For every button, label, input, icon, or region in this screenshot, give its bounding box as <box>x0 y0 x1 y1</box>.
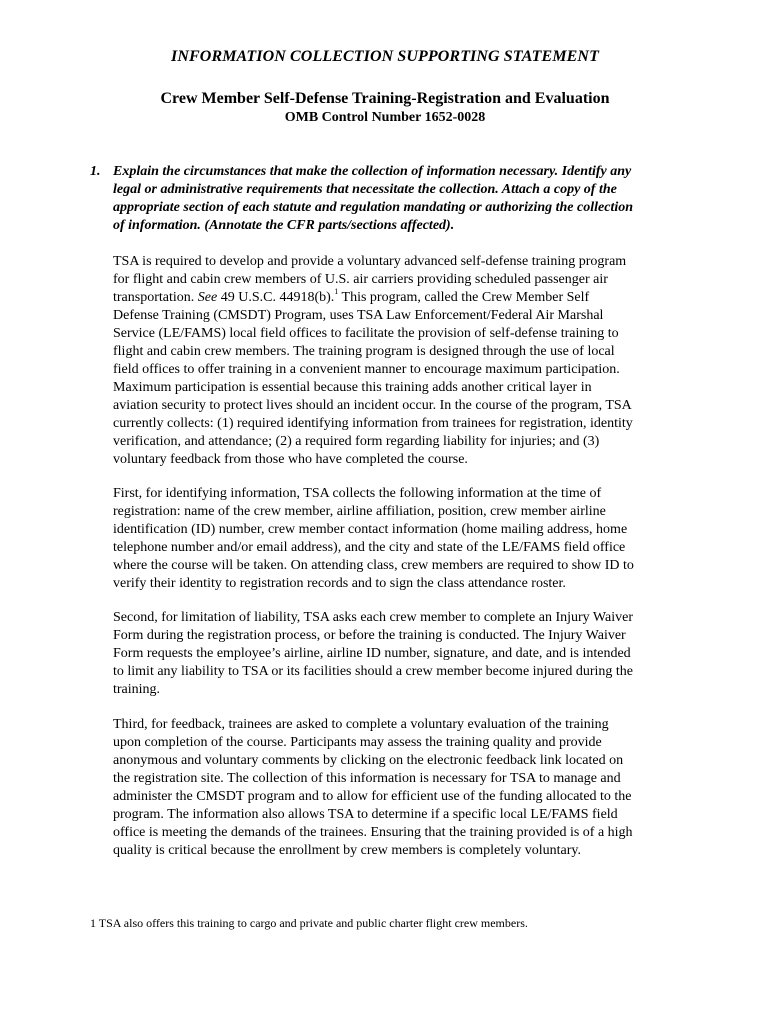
paragraph-line: office is meeting the demands of the trainees. Ensuring that the training provided is of a high <box>113 825 633 840</box>
question-line: legal or administrative requirements that necessitate the collection. Attach a copy of the <box>113 182 617 197</box>
paragraph-line: quality is critical because the enrollment by crew members is completely voluntary. <box>113 843 581 858</box>
paragraph-line: aviation security to protect lives should an incident occur. In the course of the program, TSA <box>113 398 632 413</box>
paragraph-overview <box>113 253 691 469</box>
paragraph-line: Defense Training (CMSDT) Program, uses TSA Law Enforcement/Federal Air Marshal <box>113 308 604 323</box>
paragraph-line-with-citation <box>113 289 691 307</box>
paragraph-line: where the course will be taken. On attending class, crew members are required to show ID to <box>113 558 634 573</box>
paragraph-line: Form during the registration process, or before the training is conducted. The Injury Waiver <box>113 628 626 643</box>
paragraph-line: verification, and attendance; (2) a required form regarding liability for injuries; and (3) <box>113 434 600 449</box>
paragraph-line: upon completion of the course. Participants may assess the training quality and provide <box>113 735 602 750</box>
question-number: 1. <box>90 164 101 179</box>
omb-control-number: OMB Control Number 1652-0028 <box>284 110 486 125</box>
paragraph-line: field offices to offer training in a convenient manner to encourage maximum participation. <box>113 362 620 377</box>
question-line: Explain the circumstances that make the collection of information necessary. Identify any <box>113 164 632 179</box>
paragraph-liability <box>113 609 691 699</box>
paragraph-line: administer the CMSDT program and to allow for efficient use of the funding allocated to the <box>113 789 632 804</box>
citation-tail: This program, called the Crew Member Self <box>338 290 590 305</box>
paragraph-line: currently collects: (1) required identifying information from trainees for registration, identity <box>113 416 633 431</box>
paragraph-line: Second, for limitation of liability, TSA asks each crew member to complete an Injury Waiver <box>113 610 633 625</box>
paragraph-line: First, for identifying information, TSA collects the following information at the time of <box>113 486 602 501</box>
question-text <box>113 163 693 235</box>
footnote-reference[interactable]: 1 <box>334 287 339 297</box>
document-subtitle: Crew Member Self-Defense Training-Registration and Evaluation <box>160 90 610 107</box>
paragraph-line: registration: name of the crew member, airline affiliation, position, crew member airline <box>113 504 606 519</box>
paragraph-line: training. <box>113 682 161 697</box>
paragraph-line: program. The information also allows TSA to determine if a specific local LE/FAMS field <box>113 807 618 822</box>
paragraph-line: Service (LE/FAMS) local field offices to facilitate the provision of self-defense training to <box>113 326 619 341</box>
paragraph-line: telephone number and/or email address), and the city and state of the LE/FAMS field office <box>113 540 626 555</box>
paragraph-identifying-information <box>113 485 691 593</box>
document-title: INFORMATION COLLECTION SUPPORTING STATEMENT <box>171 48 599 65</box>
paragraph-line: Third, for feedback, trainees are asked to complete a voluntary evaluation of the training <box>113 717 609 732</box>
citation-signal: See <box>197 290 218 305</box>
paragraph-line: to limit any liability to TSA or its facilities should a crew member become injured during the <box>113 664 633 679</box>
paragraph-line: Form requests the employee’s airline, airline ID number, signature, and date, and is intended <box>113 646 631 661</box>
paragraph-line: the registration site. The collection of this information is necessary for TSA to manage and <box>113 771 621 786</box>
paragraph-line: for flight and cabin crew members of U.S. air carriers providing scheduled passenger air <box>113 272 608 287</box>
paragraph-line: voluntary feedback from those who have completed the course. <box>113 452 468 467</box>
paragraph-line: flight and cabin crew members. The training program is designed through the use of local <box>113 344 615 359</box>
statute-citation: 49 U.S.C. 44918(b). <box>217 290 335 305</box>
footnote: 1 TSA also offers this training to cargo and private and public charter flight crew members. <box>90 916 528 930</box>
question-line: of information. (Annotate the CFR parts/sections affected). <box>113 218 455 233</box>
paragraph-line: TSA is required to develop and provide a voluntary advanced self-defense training program <box>113 254 627 269</box>
paragraph-line: Maximum participation is essential because this training adds another critical layer in <box>113 380 592 395</box>
citation-lead: transportation. <box>113 290 198 305</box>
paragraph-line: identification (ID) number, crew member contact information (home mailing address, home <box>113 522 628 537</box>
question-line: appropriate section of each statute and regulation mandating or authorizing the collection <box>113 200 634 215</box>
paragraph-feedback <box>113 716 691 860</box>
paragraph-line: verify their identity to registration records and to sign the class attendance roster. <box>113 576 566 591</box>
paragraph-line: anonymous and voluntary comments by clicking on the electronic feedback link located on <box>113 753 624 768</box>
